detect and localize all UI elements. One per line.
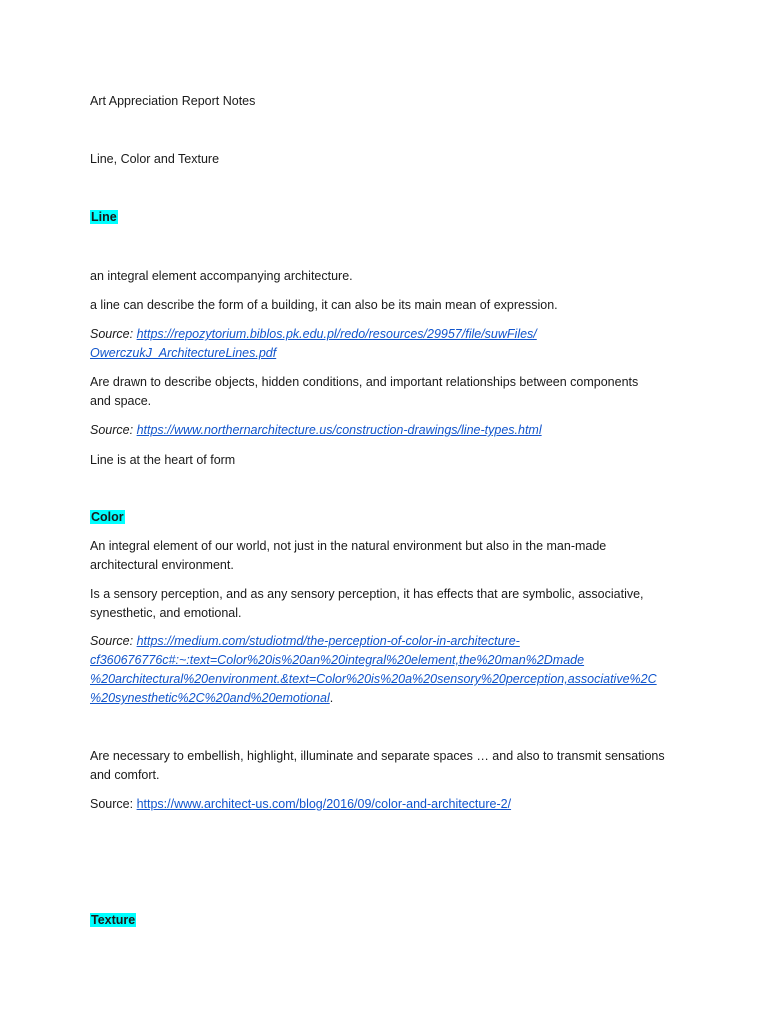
color-source-1-link-cont-1[interactable]: cf360676776c#:~:text=Color%20is%20an%20integral%20element,the%20man%2Dmade — [90, 653, 585, 667]
color-heading — [90, 508, 680, 527]
color-source-1-cont-3 — [90, 689, 680, 708]
color-paragraph-3-cont — [90, 766, 680, 785]
color-paragraph-3-text-cont: and comfort. — [90, 768, 160, 782]
line-source-1-link[interactable]: https://repozytorium.biblos.pk.edu.pl/redo/resources/29957/file/suwFiles/ — [136, 327, 537, 341]
texture-heading — [90, 911, 680, 930]
line-heading-text: Line — [91, 210, 117, 224]
document-title-text: Art Appreciation Report Notes — [90, 94, 256, 108]
line-paragraph-1 — [90, 267, 680, 286]
color-paragraph-3 — [90, 747, 680, 766]
line-source-1-label: Source: — [90, 327, 134, 341]
color-source-1-link-cont-3[interactable]: %20synesthetic%2C%20and%20emotional — [90, 691, 330, 705]
color-source-1-cont-1 — [90, 651, 680, 670]
document-subtitle — [90, 150, 680, 169]
document-subtitle-text: Line, Color and Texture — [90, 152, 220, 166]
color-source-1-link[interactable]: https://medium.com/studiotmd/the-perception-of-color-in-architecture- — [136, 634, 520, 648]
document-title — [90, 92, 680, 111]
line-paragraph-3-text: Are drawn to describe objects, hidden conditions, and important relationships between components — [90, 375, 639, 389]
line-paragraph-2 — [90, 296, 680, 315]
color-paragraph-2-cont — [90, 604, 680, 623]
color-source-1-link-cont-2[interactable]: %20architectural%20environment.&text=Color%20is%20a%20sensory%20perception,associative%2C — [90, 672, 657, 686]
color-source-1 — [90, 632, 680, 651]
color-paragraph-2-text: Is a sensory perception, and as any sensory perception, it has effects that are symbolic, associative, — [90, 587, 644, 601]
line-source-1 — [90, 325, 680, 344]
color-paragraph-2 — [90, 585, 680, 604]
line-paragraph-1-text: an integral element accompanying architecture. — [90, 269, 353, 283]
line-paragraph-4-text: Line is at the heart of form — [90, 453, 236, 467]
color-paragraph-1-cont — [90, 556, 680, 575]
line-paragraph-4 — [90, 451, 680, 470]
color-source-2-label: Source: — [90, 797, 134, 811]
color-source-1-trailing: . — [329, 691, 334, 705]
texture-heading-text: Texture — [91, 913, 136, 927]
line-paragraph-2-text: a line can describe the form of a building, it can also be its main mean of expression. — [90, 298, 558, 312]
color-heading-text: Color — [91, 510, 124, 524]
line-source-1-cont — [90, 344, 680, 363]
line-source-1-link-cont[interactable]: OwerczukJ_ArchitectureLines.pdf — [90, 346, 277, 360]
line-paragraph-3-cont — [90, 392, 680, 411]
color-paragraph-3-text: Are necessary to embellish, highlight, illuminate and separate spaces … and also to transmit sensations — [90, 749, 665, 763]
line-paragraph-3 — [90, 373, 680, 392]
color-paragraph-1-text: An integral element of our world, not just in the natural environment but also in the man-made — [90, 539, 607, 553]
line-source-2-label: Source: — [90, 423, 134, 437]
color-paragraph-1 — [90, 537, 680, 556]
color-paragraph-1-text-cont: architectural environment. — [90, 558, 234, 572]
line-source-2 — [90, 421, 680, 440]
color-source-2 — [90, 795, 680, 814]
color-paragraph-2-text-cont: synesthetic, and emotional. — [90, 606, 242, 620]
color-source-1-label: Source: — [90, 634, 134, 648]
color-source-1-cont-2 — [90, 670, 680, 689]
line-source-2-link[interactable]: https://www.northernarchitecture.us/construction-drawings/line-types.html — [136, 423, 542, 437]
line-heading — [90, 208, 680, 227]
color-source-2-link[interactable]: https://www.architect-us.com/blog/2016/09/color-and-architecture-2/ — [136, 797, 512, 811]
line-paragraph-3-text-cont: and space. — [90, 394, 152, 408]
